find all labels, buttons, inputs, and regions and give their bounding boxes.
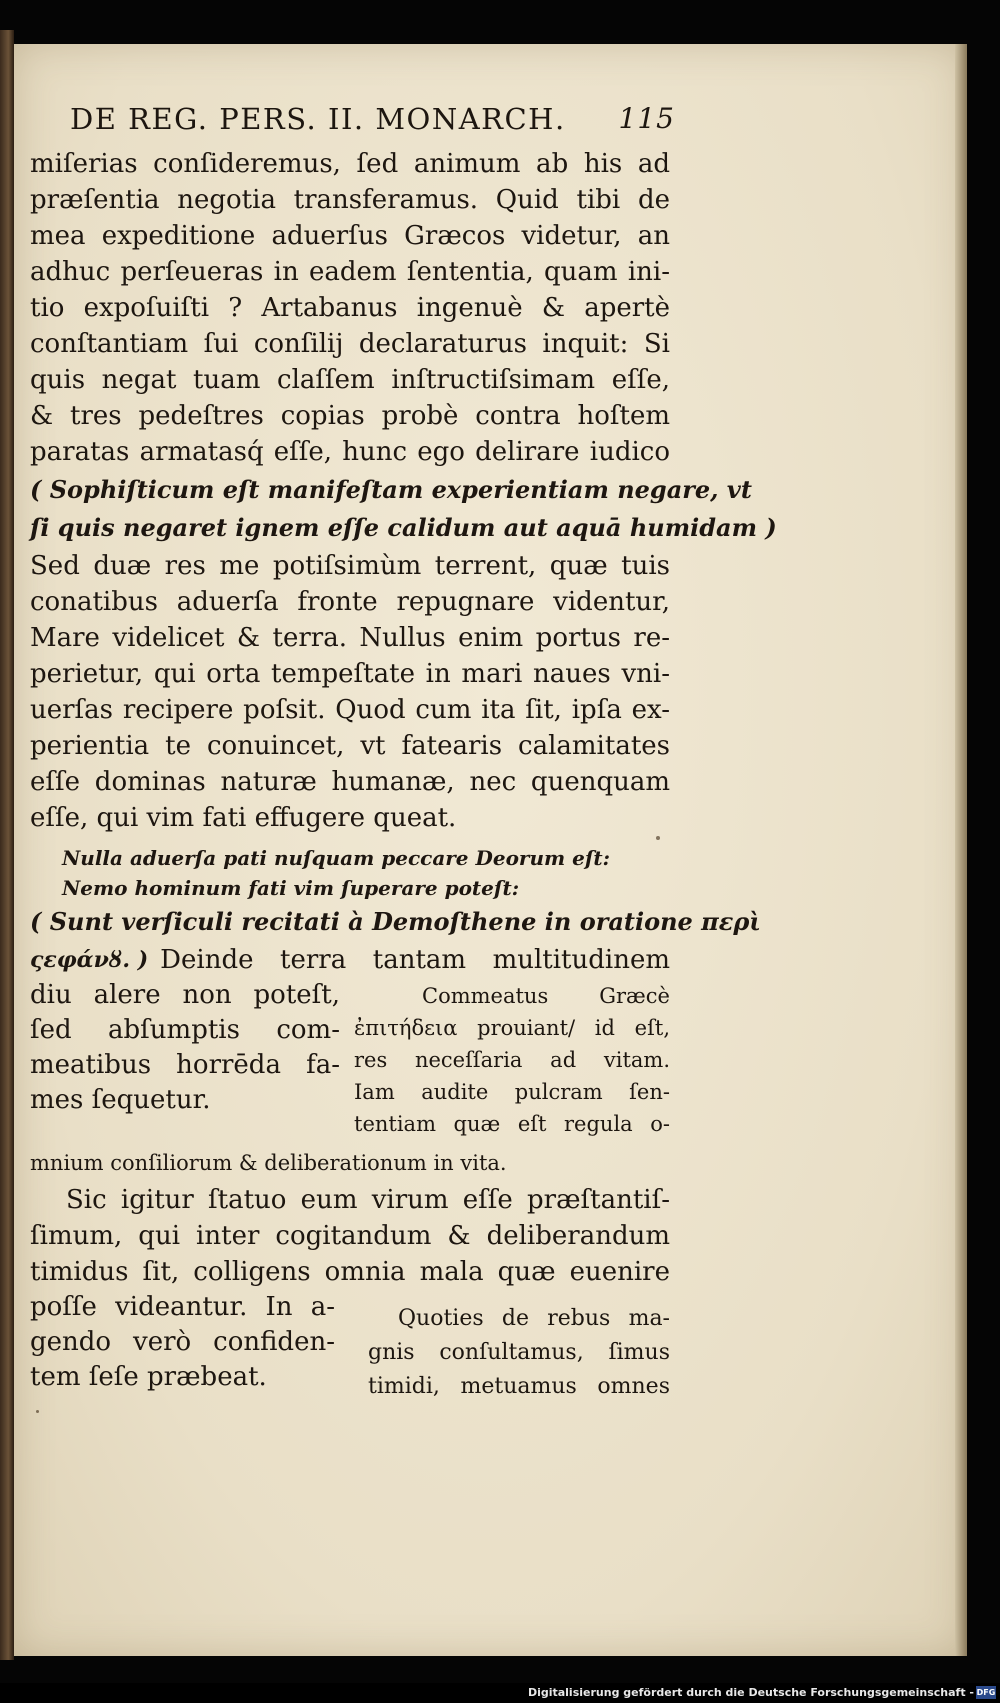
text-line: paratas armatasq́ eſſe, hunc ego delirare iudico (30, 437, 670, 467)
text-line: mes ſequetur. (30, 1085, 211, 1115)
text-line: meatibus horrēda fa- (30, 1050, 340, 1080)
text-line: gendo verò confiden- (30, 1327, 335, 1357)
italic-gloss-line: ( Sunt verſiculi recitati à Demoſthene in oratione περὶ (30, 907, 761, 936)
page-edge-right (955, 44, 967, 1656)
text-line: adhuc perſeueras in eadem ſententia, quam ini- (30, 257, 670, 287)
mixed-text-line (30, 942, 670, 978)
text-line: poſſe videantur. In a- (30, 1292, 335, 1322)
italic-gloss-line: ſi quis negaret ignem eſſe calidum aut aquā humidam ) (30, 513, 777, 542)
text-line: tio expoſuiſti ? Artabanus ingenuè & apertè (30, 293, 670, 323)
note-line: res neceſſaria ad vitam. (354, 1048, 670, 1072)
note-continuation: mnium conſiliorum & deliberationum in vita. (30, 1151, 507, 1175)
text-line: perietur, qui orta tempeſtate in mari naues vni- (30, 659, 670, 689)
italic-gloss-line: ( Sophiſticum eſt manifeſtam experientiam negare, vt (30, 475, 752, 504)
note-line: gnis conſultamus, ſimus (368, 1340, 670, 1365)
text-line: conatibus aduerſa fronte repugnare videntur, (30, 587, 670, 617)
text-line: timidus ſit, colligens omnia mala quæ euenire (30, 1257, 670, 1287)
text-fragment: Deinde terra tantam multitudinem (160, 945, 670, 975)
text-line: perientia te conuincet, vt fatearis calamitates (30, 731, 670, 761)
dfg-logo-icon: DFG (976, 1688, 996, 1697)
marginal-note (368, 1302, 670, 1404)
ink-speck (36, 1410, 39, 1413)
text-line: quis negat tuam claſſem inſtructiſsimam eſſe, (30, 365, 670, 395)
page-number: 115 (618, 102, 675, 135)
digitization-credit: Digitalisierung gefördert durch die Deutsche Forschungsgemeinschaft - (527, 1686, 974, 1699)
ink-speck (656, 836, 660, 840)
main-column (30, 1290, 335, 1395)
text-line: diu alere non poteſt, (30, 980, 340, 1010)
text-line: Mare videlicet & terra. Nullus enim portus re- (30, 623, 670, 653)
note-line: Quoties de rebus ma- (398, 1306, 670, 1331)
text-line: tem ſeſe præbeat. (30, 1362, 267, 1392)
verse-line: Nulla aduerſa pati nuſquam peccare Deorum eſt: (62, 846, 611, 870)
page-edge-left (0, 30, 14, 1660)
greek-word: ςεφάνȣ. ) (30, 947, 149, 973)
text-line: ſed abſumptis com- (30, 1015, 340, 1045)
note-line: timidi, metuamus omnes (368, 1374, 670, 1399)
marginal-note (354, 980, 670, 1140)
text-line: Sed duæ res me potiſsimùm terrent, quæ tuis (30, 551, 670, 581)
verse-line: Nemo hominum fati vim ſuperare poteſt: (62, 876, 520, 900)
note-line: tentiam quæ eſt regula o- (354, 1112, 670, 1136)
running-header (70, 102, 675, 136)
text-line: eſſe, qui vim fati effugere queat. (30, 803, 457, 833)
text-line: & tres pedeſtres copias probè contra hoſtem (30, 401, 670, 431)
text-line: præſentia negotia transferamus. Quid tibi de (30, 185, 670, 215)
text-line: conſtantiam ſui conſilij declaraturus inquit: Si (30, 329, 670, 359)
text-line: uerſas recipere poſsit. Quod cum ita ſit, ipſa ex- (30, 695, 670, 725)
note-line: Commeatus Græcè (422, 984, 670, 1008)
text-line: Sic igitur ſtatuo eum virum eſſe præſtantiſ- (66, 1185, 670, 1215)
note-line: ἐπιτήδεια prouiant/ id eſt, (354, 1016, 670, 1040)
text-line: eſſe dominas naturæ humanæ, nec quenquam (30, 767, 670, 797)
text-line: miſerias conſideremus, ſed animum ab his ad (30, 149, 670, 179)
note-line: Iam audite pulcram ſen- (354, 1080, 670, 1104)
text-line: mea expeditione aduerſus Græcos videtur, an (30, 221, 670, 251)
text-line: ſimum, qui inter cogitandum & deliberandum (30, 1221, 670, 1251)
main-column (30, 978, 340, 1118)
running-title: DE REG. PERS. II. MONARCH. (70, 102, 566, 136)
